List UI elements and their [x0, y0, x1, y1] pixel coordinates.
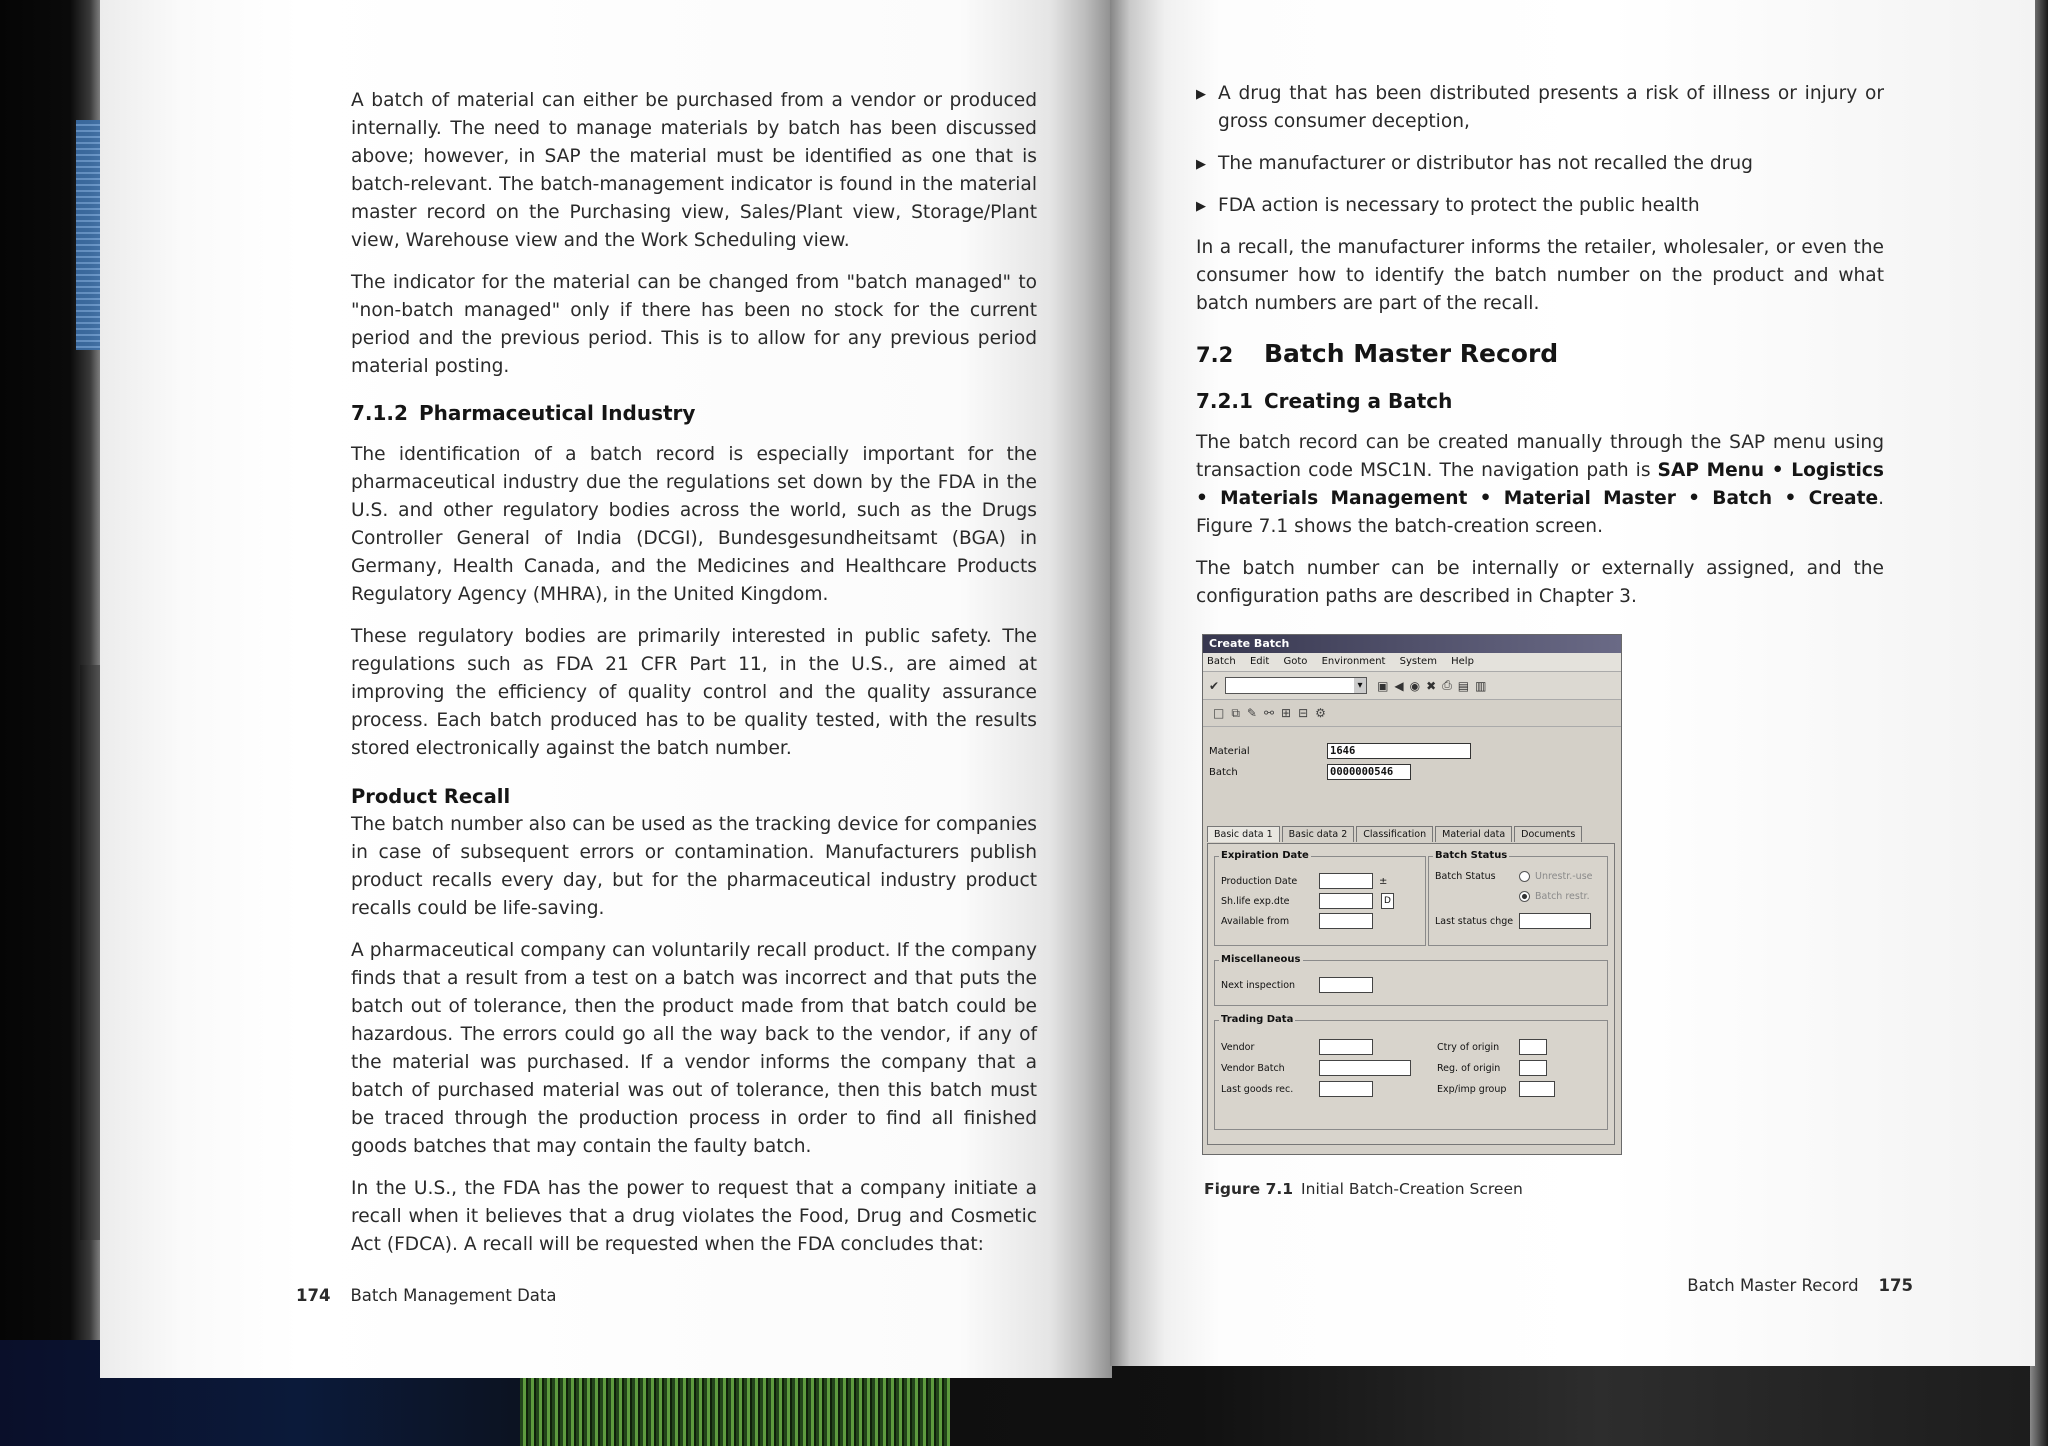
last-goods-input[interactable] [1319, 1081, 1373, 1097]
restricted-label: Batch restr. [1535, 891, 1590, 902]
vendor-batch-label: Vendor Batch [1221, 1062, 1285, 1074]
country-origin-row [1437, 1039, 1547, 1055]
exp-imp-label: Exp/imp group [1437, 1083, 1507, 1095]
scan-artifact-bars [520, 1378, 950, 1446]
intro-paragraph: The indicator for the material can be changed from "batch managed" to "non-batch managed" only if there has been no stock for the current period and the previous period. This is to allow for any previous period material posting. [351, 272, 1037, 377]
pharma-paragraph: The identification of a batch record is especially important for the pharmaceutical industry due the regulations set down by the FDA in the U.S. and other regulatory bodies across the world, such as the Drugs Controller General of India (DCGI), Bundesgesundheitsamt (BGA) in Germany, Health Canada, and the Medicines and Healthcare Products Regulatory Agency (MHRA), in the United Kingdom. [351, 444, 1037, 605]
last-goods-row [1221, 1081, 1373, 1097]
next-inspection-row [1221, 977, 1373, 993]
menu-environment[interactable]: Environment [1321, 656, 1386, 667]
region-origin-label: Reg. of origin [1437, 1062, 1501, 1074]
last-goods-label: Last goods rec. [1221, 1083, 1294, 1095]
recall-paragraph: The batch number also can be used as the tracking device for companies in case of subsequent errors or contamination. Manufacturers publish product recalls every day, but for the pharmaceutical industry product recalls could be life-saving. [351, 814, 1037, 919]
next-inspection-label: Next inspection [1221, 979, 1296, 991]
region-origin-row [1437, 1060, 1547, 1076]
production-date-label: Production Date [1221, 875, 1298, 887]
edit-icon[interactable]: ✎ [1246, 706, 1257, 720]
display-icon[interactable]: ⚯ [1263, 706, 1275, 720]
application-toolbar [1203, 700, 1621, 727]
subsection-heading [1196, 387, 1884, 415]
exp-imp-input[interactable] [1519, 1081, 1555, 1097]
creating-text: The batch record can be created manually through the SAP menu using transaction code MSC1N. The navigation path is [1196, 432, 1884, 481]
find-next-icon[interactable]: ▥ [1475, 678, 1487, 693]
window-title: Create Batch [1203, 635, 1621, 653]
chapter-title: Batch Master Record [1264, 339, 1559, 368]
sap-create-batch-screenshot [1202, 634, 1622, 1155]
next-inspection-input[interactable] [1319, 977, 1373, 993]
menu-path: SAP Menu • Logistics • Materials Management • Material Master • Batch • Create [1196, 460, 1884, 509]
pharma-paragraph: These regulatory bodies are primarily interested in public safety. The regulations such as FDA 21 CFR Part 11, in the U.S., are aimed at improving the efficiency of quality control and the quality assurance process. Each batch produced has to be quality tested, with the results stored electronically against the batch number. [351, 626, 1037, 759]
figure-caption [1204, 1180, 1523, 1198]
production-date-row [1221, 873, 1387, 889]
exit-icon[interactable]: ◉ [1409, 678, 1421, 693]
radio-unrestricted[interactable] [1519, 871, 1530, 882]
tab-basic-data-2[interactable]: Basic data 2 [1282, 826, 1355, 842]
last-status-row [1435, 913, 1591, 929]
chapter-number: 7.2 [1196, 343, 1234, 367]
new-icon[interactable]: □ [1213, 706, 1225, 720]
tab-strip [1207, 826, 1584, 842]
batch-status-group [1428, 850, 1608, 946]
left-page-text [351, 87, 1037, 1273]
bullet-item: ▶ The manufacturer or distributor has not recalled the drug [1196, 150, 1884, 178]
page-number: 175 [1878, 1276, 1913, 1295]
vendor-batch-input[interactable] [1319, 1060, 1411, 1076]
vendor-row [1221, 1039, 1373, 1055]
miscellaneous-group [1214, 954, 1608, 1006]
section-heading [351, 399, 1037, 427]
shelf-life-label: Sh.life exp.dte [1221, 895, 1290, 907]
vendor-label: Vendor [1221, 1041, 1255, 1053]
group-title: Expiration Date [1221, 850, 1309, 861]
batch-row [1209, 764, 1411, 780]
last-status-input[interactable] [1519, 913, 1591, 929]
save-icon[interactable]: ▣ [1377, 678, 1389, 693]
available-from-row [1221, 913, 1373, 929]
last-status-label: Last status chge [1435, 915, 1514, 927]
expiration-date-group [1214, 850, 1426, 946]
tab-classification[interactable]: Classification [1356, 826, 1433, 842]
classification-icon[interactable]: ⚙ [1315, 706, 1326, 720]
product-recall-heading: Product Recall [351, 785, 511, 808]
bullet-item: ▶ FDA action is necessary to protect the public health [1196, 192, 1884, 220]
material-row [1209, 743, 1471, 759]
restricted-row [1519, 891, 1590, 902]
cancel-icon[interactable]: ✖ [1426, 678, 1437, 693]
batch-label: Batch [1209, 766, 1238, 778]
hierarchy-icon[interactable]: ⊞ [1281, 706, 1292, 720]
creating-paragraph [1196, 429, 1884, 541]
page-stack-shadow [80, 665, 102, 1240]
tab-basic-data-1[interactable]: Basic data 1 [1207, 826, 1280, 842]
batch-status-row [1435, 871, 1593, 882]
figure-label: Figure 7.1 [1204, 1180, 1294, 1198]
region-origin-input[interactable] [1519, 1060, 1547, 1076]
trading-data-group [1214, 1014, 1608, 1130]
left-footer [296, 1286, 556, 1305]
section-number: 7.1.2 [351, 401, 408, 425]
batch-status-label: Batch Status [1435, 871, 1496, 882]
group-title: Miscellaneous [1221, 954, 1301, 965]
group-title: Trading Data [1221, 1014, 1294, 1025]
subsection-title: Creating a Batch [1264, 389, 1453, 413]
batch-field[interactable]: 0000000546 [1327, 764, 1411, 780]
command-field[interactable] [1225, 677, 1367, 694]
intro-paragraph: A batch of material can either be purchased from a vendor or produced internally. The need to manage materials by batch has been discussed above; however, in SAP the material must be identified as one that is batch-relevant. The batch-management indicator is found in the material master record on the Purchasing view, Sales/Plant view, Storage/Plant view, Warehouse view and the Work Scheduling view. [351, 90, 1037, 251]
recall-paragraph: In the U.S., the FDA has the power to request that a company initiate a recall when it believes that a drug violates the Food, Drug and Cosmetic Act (FDCA). A recall will be requested when the FDA concludes that: [351, 1178, 1037, 1255]
running-footer: Batch Management Data [350, 1286, 557, 1305]
exp-imp-row [1437, 1081, 1555, 1097]
vendor-batch-row [1221, 1060, 1411, 1076]
find-icon[interactable]: ▤ [1457, 678, 1470, 693]
assign-paragraph: The batch number can be internally or externally assigned, and the configuration paths are described in Chapter 3. [1196, 558, 1884, 607]
menu-batch[interactable]: Batch [1207, 656, 1236, 667]
copy-icon[interactable]: ⧉ [1231, 705, 1240, 720]
menu-help[interactable]: Help [1451, 656, 1474, 667]
page-number: 174 [296, 1286, 331, 1305]
available-from-input[interactable] [1319, 913, 1373, 929]
date-help-icon[interactable]: ± [1379, 875, 1388, 887]
right-page-text [1196, 80, 1884, 625]
book-spine-decoration [76, 120, 100, 350]
subsection-number: 7.2.1 [1196, 389, 1253, 413]
country-origin-label: Ctry of origin [1437, 1041, 1500, 1053]
material-field[interactable]: 1646 [1327, 743, 1471, 759]
delete-icon[interactable]: ⊟ [1298, 706, 1309, 720]
creating-text: . Figure 7.1 shows the batch-creation screen. [1196, 488, 1884, 537]
radio-restricted[interactable] [1519, 891, 1530, 902]
enter-icon[interactable]: ✔ [1209, 678, 1220, 693]
tab-content [1207, 843, 1615, 1145]
menu-goto[interactable]: Goto [1283, 656, 1308, 667]
right-footer [1687, 1276, 1913, 1295]
period-indicator-field[interactable]: D [1381, 893, 1394, 909]
production-date-input[interactable] [1319, 873, 1373, 889]
shelf-life-row [1221, 893, 1394, 909]
section-title: Pharmaceutical Industry [419, 401, 696, 425]
tab-material-data[interactable]: Material data [1435, 826, 1512, 842]
unrestricted-label: Unrestr.-use [1535, 871, 1593, 882]
standard-toolbar [1203, 672, 1621, 700]
recall-info-paragraph: In a recall, the manufacturer informs the retailer, wholesaler, or even the consumer how to identify the batch number on the product and what batch numbers are part of the recall. [1196, 237, 1884, 314]
bullet-item: ▶ A drug that has been distributed presents a risk of illness or injury or gross consumer deception, [1196, 80, 1884, 136]
recall-paragraph: A pharmaceutical company can voluntarily recall product. If the company finds that a result from a test on a batch was incorrect and that puts the batch out of tolerance, then the product made from that batch could be hazardous. The errors could go all the way back to the vendor, if any of the material was purchased. If a vendor informs the company that a batch of purchased material was out of tolerance, then this batch must be traced through the production process in order to find all finished goods batches that may contain the faulty batch. [351, 940, 1037, 1157]
chapter-heading [1196, 340, 1884, 369]
shelf-life-input[interactable] [1319, 893, 1373, 909]
material-label: Material [1209, 745, 1250, 757]
back-icon[interactable]: ◀ [1394, 678, 1404, 693]
tab-documents[interactable]: Documents [1514, 826, 1582, 842]
group-title: Batch Status [1435, 850, 1508, 861]
menu-bar [1203, 653, 1621, 672]
menu-system[interactable]: System [1399, 656, 1437, 667]
running-footer: Batch Master Record [1687, 1276, 1859, 1295]
print-icon[interactable]: ⎙ [1442, 678, 1452, 692]
menu-edit[interactable]: Edit [1249, 656, 1270, 667]
country-origin-input[interactable] [1519, 1039, 1547, 1055]
vendor-input[interactable] [1319, 1039, 1373, 1055]
figure-caption-text: Initial Batch-Creation Screen [1301, 1180, 1523, 1198]
available-from-label: Available from [1221, 915, 1290, 927]
